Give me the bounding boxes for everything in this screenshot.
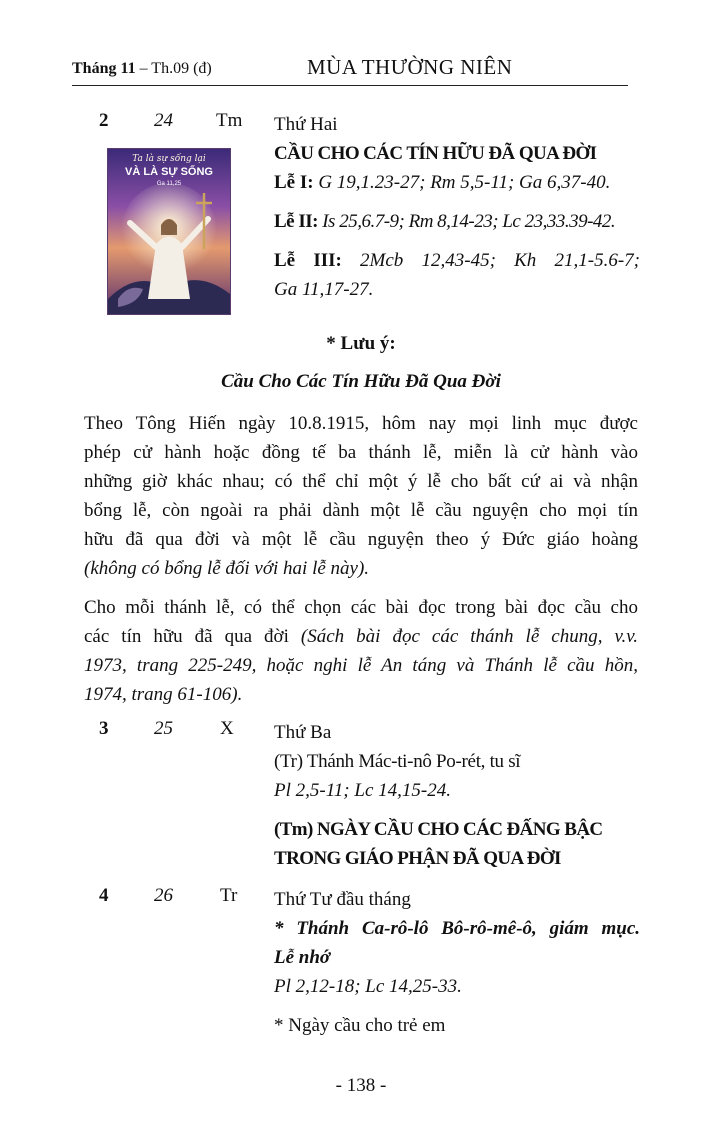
mass-1 bbox=[274, 168, 640, 197]
entry-text bbox=[274, 718, 640, 873]
mass-2-label: Lễ II: bbox=[274, 211, 318, 232]
picture-caption-1: Ta là sự sống lại bbox=[132, 154, 206, 164]
calendar-entry-4 bbox=[84, 885, 640, 1045]
header-month-label: Tháng 11 bbox=[72, 60, 136, 77]
para2-line-2 bbox=[84, 622, 638, 651]
para1-line: phép cử hành hoặc đồng tế ba thánh lễ, miễn là cử hành vào bbox=[84, 442, 638, 463]
weekday: Thứ Ba bbox=[274, 722, 332, 743]
para2-line-2-italic: (Sách bài đọc các thánh lễ chung, v.v. bbox=[300, 626, 638, 647]
note-subheading: Cầu Cho Các Tín Hữu Đã Qua Đời bbox=[221, 371, 501, 392]
header-month bbox=[72, 60, 212, 78]
memorial-rank: Lễ nhớ bbox=[274, 947, 331, 968]
day-number: 3 bbox=[99, 718, 109, 739]
entry-text bbox=[274, 110, 640, 304]
weekday: Thứ Tư đầu tháng bbox=[274, 889, 411, 910]
readings: Pl 2,12-18; Lc 14,25-33. bbox=[274, 976, 462, 997]
para2-line-2-plain: các tín hữu đã qua đời bbox=[84, 626, 301, 647]
day-number: 2 bbox=[99, 110, 109, 131]
resurrection-picture bbox=[107, 148, 231, 315]
para1-line: những giờ khác nhau; có thể chỉ một ý lễ cho bất cứ ai và nhận bbox=[84, 471, 638, 492]
para2-line-1: Cho mỗi thánh lễ, có thể chọn các bài đọc trong bài đọc cầu cho bbox=[84, 597, 638, 618]
liturgical-color: Tr bbox=[220, 885, 238, 906]
mass-3-label: Lễ III: bbox=[274, 250, 342, 271]
alt-observance-line-1: (Tm) NGÀY CẦU CHO CÁC ĐẤNG BẬC bbox=[274, 819, 603, 840]
saint-name: (Tr) Thánh Mác-ti-nô Po-rét, tu sĩ bbox=[274, 751, 521, 772]
para1-line: hữu đã qua đời và một lễ cầu nguyện theo ý Đức giáo hoàng bbox=[84, 529, 638, 550]
para2-line-4: 1974, trang 61-106). bbox=[84, 684, 243, 705]
entry-text bbox=[274, 885, 640, 1040]
note-paragraph-1 bbox=[84, 409, 638, 583]
mass-3-readings-cont: Ga 11,17-27. bbox=[274, 279, 374, 300]
weekday: Thứ Hai bbox=[274, 114, 338, 135]
picture-caption-3: Ga 11,25 bbox=[156, 181, 182, 187]
mass-2 bbox=[274, 207, 640, 236]
special-intention: * Ngày cầu cho trẻ em bbox=[274, 1015, 446, 1036]
mass-1-readings: G 19,1.23-27; Rm 5,5-11; Ga 6,37-40. bbox=[318, 172, 611, 193]
para1-last-line: (không có bổng lễ đối với hai lễ này). bbox=[84, 558, 370, 579]
liturgical-color: Tm bbox=[216, 110, 243, 131]
alt-observance-line-2: TRONG GIÁO PHẬN ĐÃ QUA ĐỜI bbox=[274, 848, 561, 869]
readings: Pl 2,5-11; Lc 14,15-24. bbox=[274, 780, 451, 801]
mass-3-readings: 2Mcb 12,43-45; Kh 21,1-5.6-7; bbox=[360, 250, 640, 271]
header-rule bbox=[72, 85, 628, 86]
resurrection-illustration bbox=[108, 149, 230, 314]
note-heading: * Lưu ý: bbox=[326, 333, 396, 354]
page-number: - 138 - bbox=[335, 1075, 387, 1096]
lunar-day: 24 bbox=[154, 110, 173, 131]
calendar-entry-3 bbox=[84, 718, 640, 878]
mass-2-readings: Is 25,6.7-9; Rm 8,14-23; Lc 23,33.39-42. bbox=[322, 211, 616, 232]
para1-line: Theo Tông Hiến ngày 10.8.1915, hôm nay mọi linh mục được bbox=[84, 413, 638, 434]
lunar-day: 25 bbox=[154, 718, 173, 739]
header-week-label: – Th.09 (đ) bbox=[135, 60, 212, 77]
liturgical-color: X bbox=[220, 718, 234, 739]
lunar-day: 26 bbox=[154, 885, 173, 906]
season-title: MÙA THƯỜNG NIÊN bbox=[307, 55, 513, 79]
mass-1-label: Lễ I: bbox=[274, 172, 314, 193]
para2-line-3: 1973, trang 225-249, hoặc nghi lễ An táng và Thánh lễ cầu hồn, bbox=[84, 655, 638, 676]
note-paragraph-2 bbox=[84, 593, 638, 709]
saint-name: * Thánh Ca-rô-lô Bô-rô-mê-ô, giám mục. bbox=[274, 918, 640, 939]
picture-caption-2: VÀ LÀ SỰ SỐNG bbox=[125, 166, 213, 178]
mass-3 bbox=[274, 246, 640, 275]
para1-line: bổng lễ, còn ngoài ra phải dành một lễ cầu nguyện cho mọi tín bbox=[84, 500, 638, 521]
page-header bbox=[72, 52, 628, 86]
feast-title: CẦU CHO CÁC TÍN HỮU ĐÃ QUA ĐỜI bbox=[274, 143, 597, 164]
day-number: 4 bbox=[99, 885, 109, 906]
